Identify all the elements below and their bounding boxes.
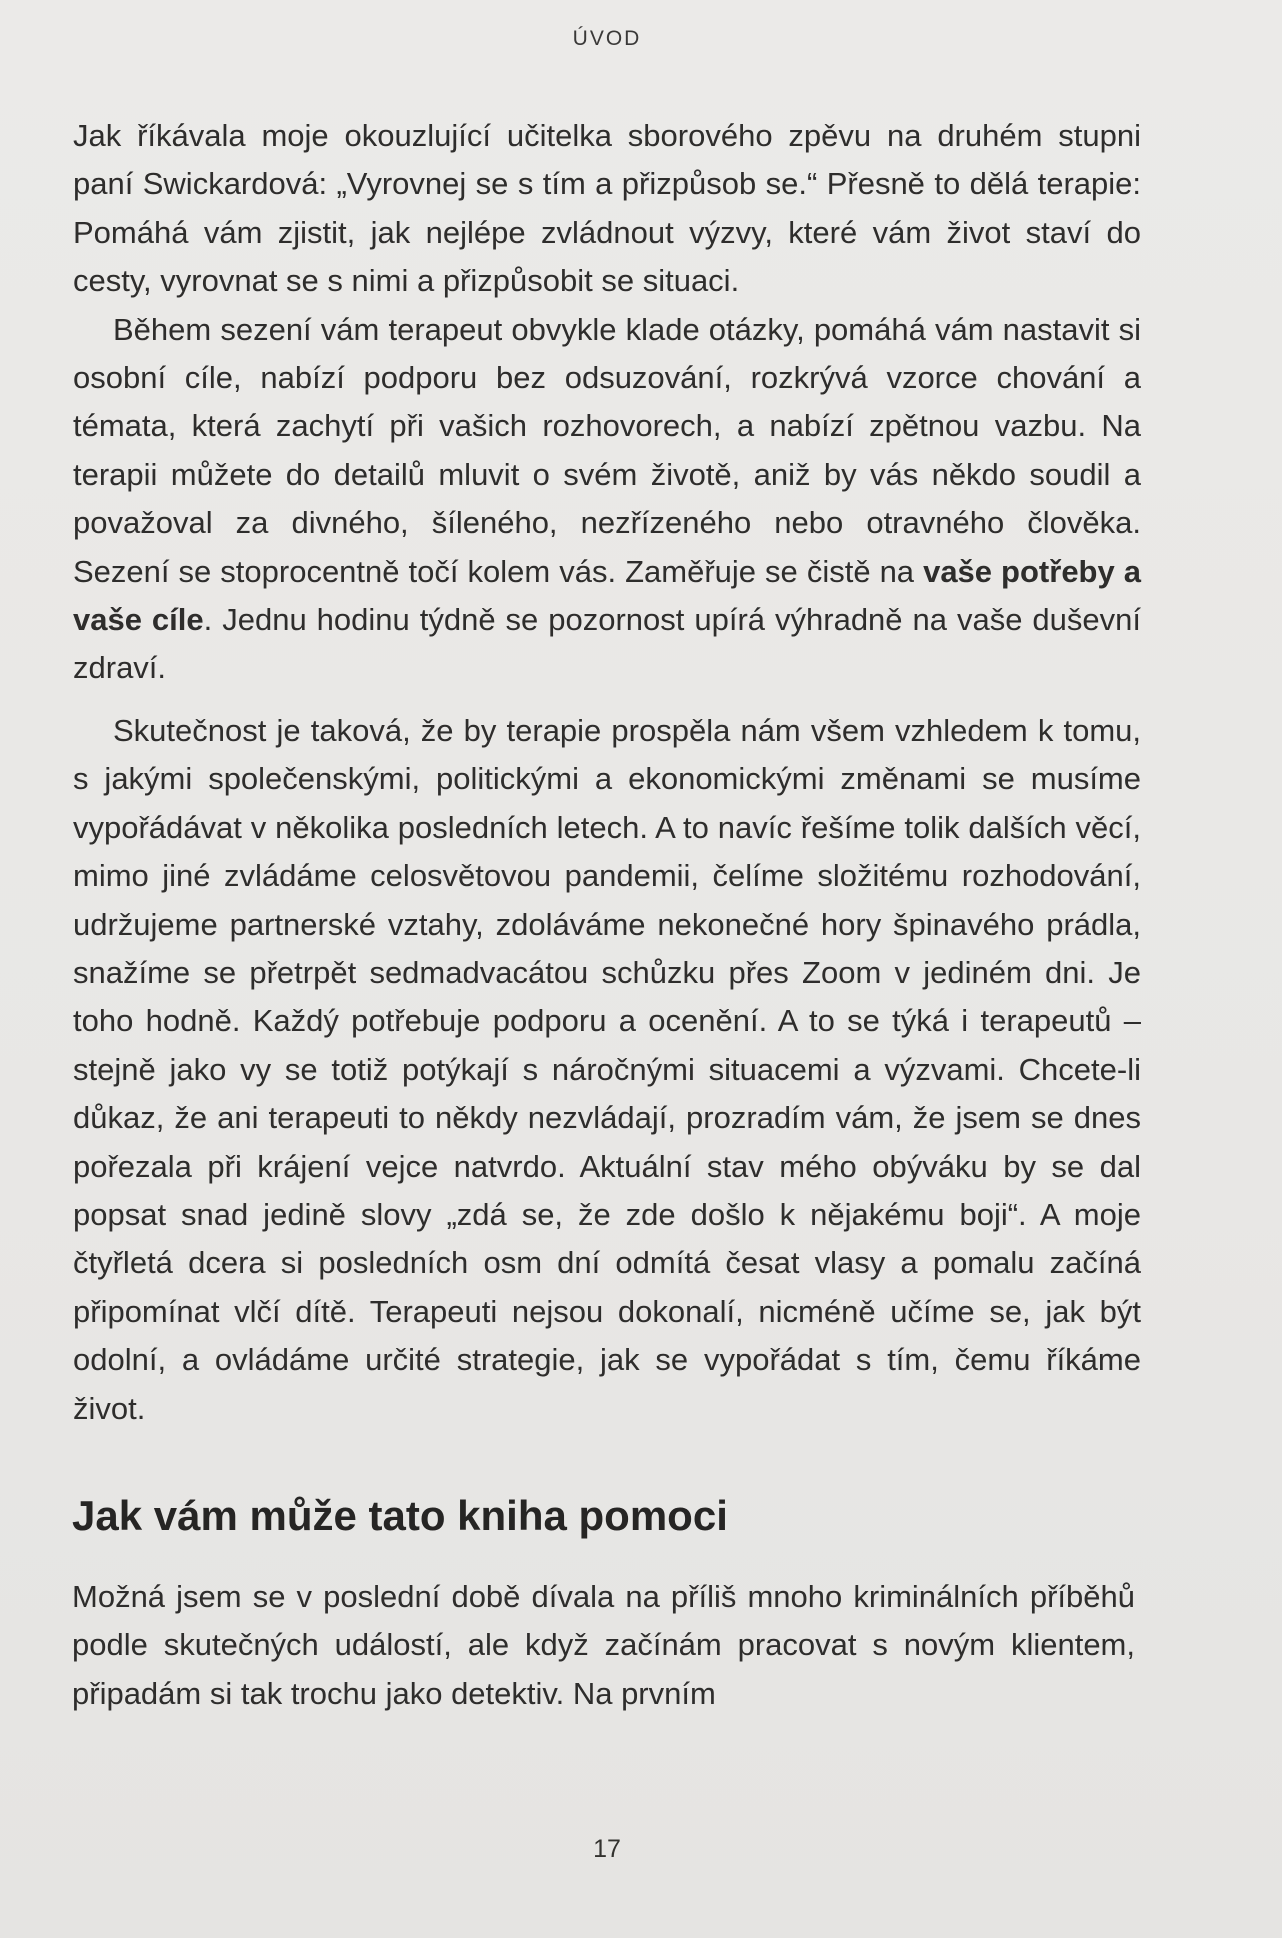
running-head: ÚVOD (572, 27, 642, 50)
section-paragraph-1: Možná jsem se v poslední době dívala na příliš mnoho kriminálních příběhů podle skutečných událostí, ale když začínám pracovat s novým klientem, připadám si tak trochu jako detektiv. Na prvním (72, 1579, 1135, 1711)
page-number: 17 (593, 1835, 621, 1863)
paragraph-2 (73, 306, 1141, 693)
paragraph-3: Skutečnost je taková, že by terapie prospěla nám všem vzhledem k tomu, s jakými společenskými, politickými a ekonomickými změnami se musíme vypořádávat v několika posledních letech. A to navíc řešíme tolik dalších věcí, mimo jiné zvládáme celosvětovou pandemii, čelíme složitému rozhodování, udržujeme partnerské vztahy, zdoláváme nekonečné hory špinavého prádla, snažíme se přetrpět sedmadvacátou schůzku přes Zoom v jediném dni. Je toho hodně. Každý potřebuje podporu a ocenění. A to se týká i terapeutů – stejně jako vy se totiž potýkají s náročnými situacemi a výzvami. Chcete-li důkaz, že ani terapeuti to někdy nezvládají, prozradím vám, že jsem se dnes pořezala při krájení vejce natvrdo. Aktuální stav mého obýváku by se dal popsat snad jedině slovy „zdá se, že zde došlo k nějakému boji“. A moje čtyřletá dcera si posledních osm dní odmítá česat vlasy a pomalu začíná připomínat vlčí dítě. Terapeuti nejsou dokonalí, nicméně učíme se, jak být odolní, a ovládáme určité strategie, jak se vypořádat s tím, čemu říkáme život. (73, 712, 1141, 1426)
paragraph-2-start: Během sezení vám terapeut obvykle klade otázky, pomáhá vám nastavit si osobní cíle, nabízí podporu bez odsuzování, rozkrývá vzorce chování a témata, která zachytí při vašich rozhovorech, a nabízí zpětnou vazbu. Na terapii můžete do detailů mluvit o svém životě, aniž by vás někdo soudil a považoval za divného, šíleného, nezřízeného nebo otravného člověka. Sezení se stoprocentně točí kolem vás. Zaměřuje se čistě na (73, 311, 1141, 589)
body-text (73, 112, 1141, 1433)
section-body-text (72, 1573, 1135, 1718)
paragraph-gap (73, 693, 1141, 707)
paragraph-2-end: . Jednu hodinu týdně se pozornost upírá výhradně na vaše duševní zdraví. (73, 602, 1141, 686)
section-heading: Jak vám může tato kniha pomoci (72, 1492, 728, 1539)
paragraph-1: Jak říkávala moje okouzlující učitelka sborového zpěvu na druhém stupni paní Swickardová: „Vyrovnej se s tím a přizpůsob se.“ Přesně to dělá terapie: Pomáhá vám zjistit, jak nejlépe zvládnout výzvy, které vám život staví do cesty, vyrovnat se s nimi a přizpůsobit se situaci. (73, 118, 1141, 299)
paragraph-2-emphasis: vaše potřeby a vaše cíle (73, 553, 1141, 638)
